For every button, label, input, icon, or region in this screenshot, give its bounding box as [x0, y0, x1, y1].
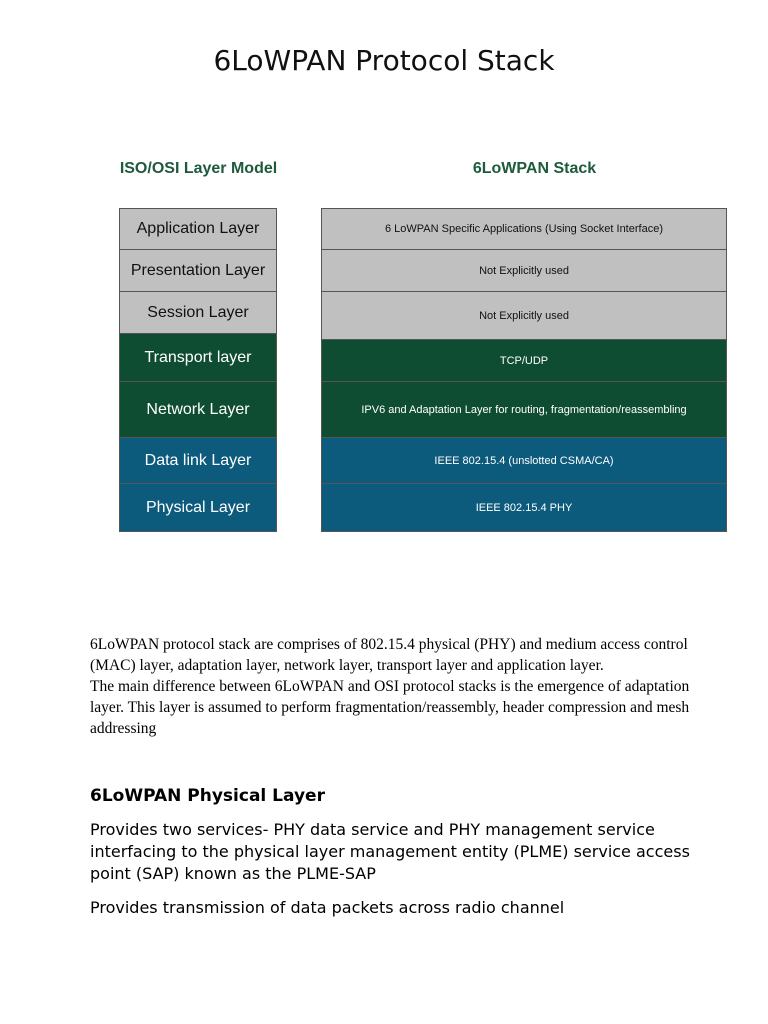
- lowpan-session-unused: Not Explicitly used: [321, 292, 727, 340]
- lowpan-applications-layer: 6 LoWPAN Specific Applications (Using Socket Interface): [321, 208, 727, 250]
- osi-presentation-layer: Presentation Layer: [119, 250, 277, 292]
- lowpan-network-adaptation-layer: IPV6 and Adaptation Layer for routing, fragmentation/reassembling: [321, 382, 727, 438]
- description-paragraph: 6LoWPAN protocol stack are comprises of 802.15.4 physical (PHY) and medium access control (MAC) layer, adaptation layer, network layer, transport layer and application layer.: [90, 636, 688, 674]
- physical-layer-paragraph: Provides two services- PHY data service and PHY management service interfacing to the physical layer management entity (PLME) service access point (SAP) known as the PLME-SAP: [90, 820, 690, 883]
- osi-transport-layer: Transport layer: [119, 334, 277, 382]
- osi-session-layer: Session Layer: [119, 292, 277, 334]
- lowpan-mac-layer: IEEE 802.15.4 (unslotted CSMA/CA): [321, 438, 727, 484]
- osi-physical-layer: Physical Layer: [119, 484, 277, 532]
- osi-data-link-layer: Data link Layer: [119, 438, 277, 484]
- lowpan-phy-layer: IEEE 802.15.4 PHY: [321, 484, 727, 532]
- lowpan-layer-stack: [321, 208, 727, 532]
- stack-description: [90, 634, 690, 739]
- osi-network-layer: Network Layer: [119, 382, 277, 438]
- osi-model-heading: ISO/OSI Layer Model: [119, 160, 278, 177]
- osi-layer-stack: [119, 208, 277, 532]
- physical-layer-heading: 6LoWPAN Physical Layer: [90, 786, 325, 806]
- physical-layer-paragraph: Provides transmission of data packets across radio channel: [90, 898, 565, 917]
- lowpan-transport-layer: TCP/UDP: [321, 340, 727, 382]
- lowpan-stack-heading: 6LoWPAN Stack: [472, 160, 597, 177]
- page-title: 6LoWPAN Protocol Stack: [213, 44, 555, 77]
- lowpan-presentation-unused: Not Explicitly used: [321, 250, 727, 292]
- osi-application-layer: Application Layer: [119, 208, 277, 250]
- description-paragraph: The main difference between 6LoWPAN and OSI protocol stacks is the emergence of adaptation layer. This layer is assumed to perform fragmentation/reassembly, header compression and mesh addressing: [90, 678, 690, 737]
